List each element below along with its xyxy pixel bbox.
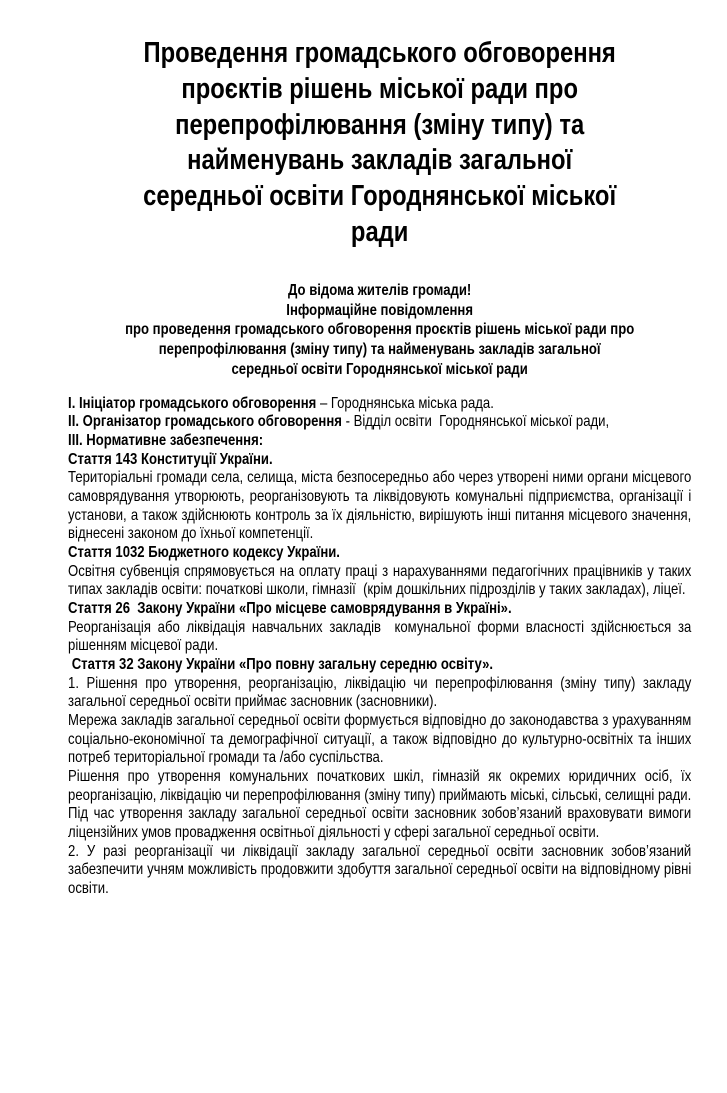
article-32-heading: Стаття 32 Закону України «Про повну загальну середню освіту». (68, 655, 494, 673)
initiator-paragraph (68, 395, 691, 414)
page-title-line: Проведення громадського обговорення (143, 37, 616, 69)
page-title-line: середньої освіти Городнянської міської (143, 180, 617, 213)
notice-description-line: перепрофілювання (зміну типу) та найменувань закладів загальної (158, 341, 601, 359)
organizer-paragraph (68, 413, 691, 432)
article-32-paragraph-2: Мережа закладів загальної середньої освіти формується відповідно до законодавства з урахуванням соціально-економічної та демографічної ситуації, а також відповідно до культурно-освітніх та інших потреб територіальної громади та /або суспільства. (68, 711, 692, 767)
article-32-paragraph-3: Рішення про утворення комунальних початкових шкіл, гімназій як окремих юридичних осіб, їх реорганізацію, ліквідацію чи перепрофілювання (зміну типу) приймають міські, сільські, селищні ради. (68, 767, 692, 804)
article-143-heading: Стаття 143 Конституції України. (68, 450, 273, 468)
article-26-text: Реорганізація або ліквідація навчальних закладів комунальної форми власності здійснюється за рішенням місцевої ради. (68, 618, 692, 655)
organizer-value: - Відділ освіти Городнянської міської ради, (341, 413, 610, 431)
page-title (68, 36, 691, 251)
article-32-paragraph-5: 2. У разі реорганізації чи ліквідації закладу загальної середньої освіти засновник зобов’язаний забезпечити учням можливість продовжити здобуття загальної середньої освіти на відповідному рівні освіти. (68, 842, 692, 897)
article-32-paragraph-4: Під час утворення закладу загальної середньої освіти засновник зобов’язаний враховувати вимоги ліцензійних умов провадження освітньої діяльності у сфері загальної середньої освіти. (68, 805, 692, 841)
notice-salutation: До відома жителів громади! (288, 281, 472, 299)
page-title-line: перепрофілювання (зміну типу) та (175, 108, 585, 141)
page-title-line: проєктів рішень міської ради про (181, 72, 578, 105)
document-page (0, 36, 727, 898)
page-title-line: ради (350, 215, 409, 248)
article-26-heading: Стаття 26 Закону України «Про місцеве самоврядування в Україні». (68, 599, 512, 617)
document-body (68, 395, 691, 899)
organizer-label: II. Організатор громадського обговорення (68, 413, 342, 431)
notice-header (68, 281, 691, 380)
initiator-value: – Городнянська міська рада. (316, 394, 494, 412)
article-1032-text: Освітня субвенція спрямовується на оплату праці з нарахуваннями педагогічних працівників у таких типах закладів освіти: початкові школи, гімназії (крім дошкільних підрозділів у таких закладах), ліцеї. (68, 562, 692, 599)
article-32-paragraph-1: 1. Рішення про утворення, реорганізацію, ліквідацію чи перепрофілювання (зміну типу) закладу загальної середньої освіти приймає засновник (засновники). (68, 674, 692, 711)
normative-support-heading: III. Нормативне забезпечення: (68, 432, 264, 450)
page-title-line: найменувань закладів загальної (187, 144, 573, 177)
notice-description-line: середньої освіти Городнянської міської ради (231, 360, 528, 378)
notice-description-line: про проведення громадського обговорення проєктів рішень міської ради про (125, 321, 635, 339)
article-1032-heading: Стаття 1032 Бюджетного кодексу України. (68, 544, 340, 562)
initiator-label: I. Ініціатор громадського обговорення (68, 394, 317, 412)
notice-subtitle: Інформаційне повідомлення (286, 301, 473, 319)
article-143-text: Територіальні громади села, селища, міста безпосередньо або через утворені ними органи місцевого самоврядування утворюють, реорганізовують та ліквідовують комунальні підприємства, організації і установи, а також здійснюють контроль за їх діяльністю, вирішують інші питання місцевого значення, віднесені законом до їхньої компетенції. (68, 469, 692, 543)
